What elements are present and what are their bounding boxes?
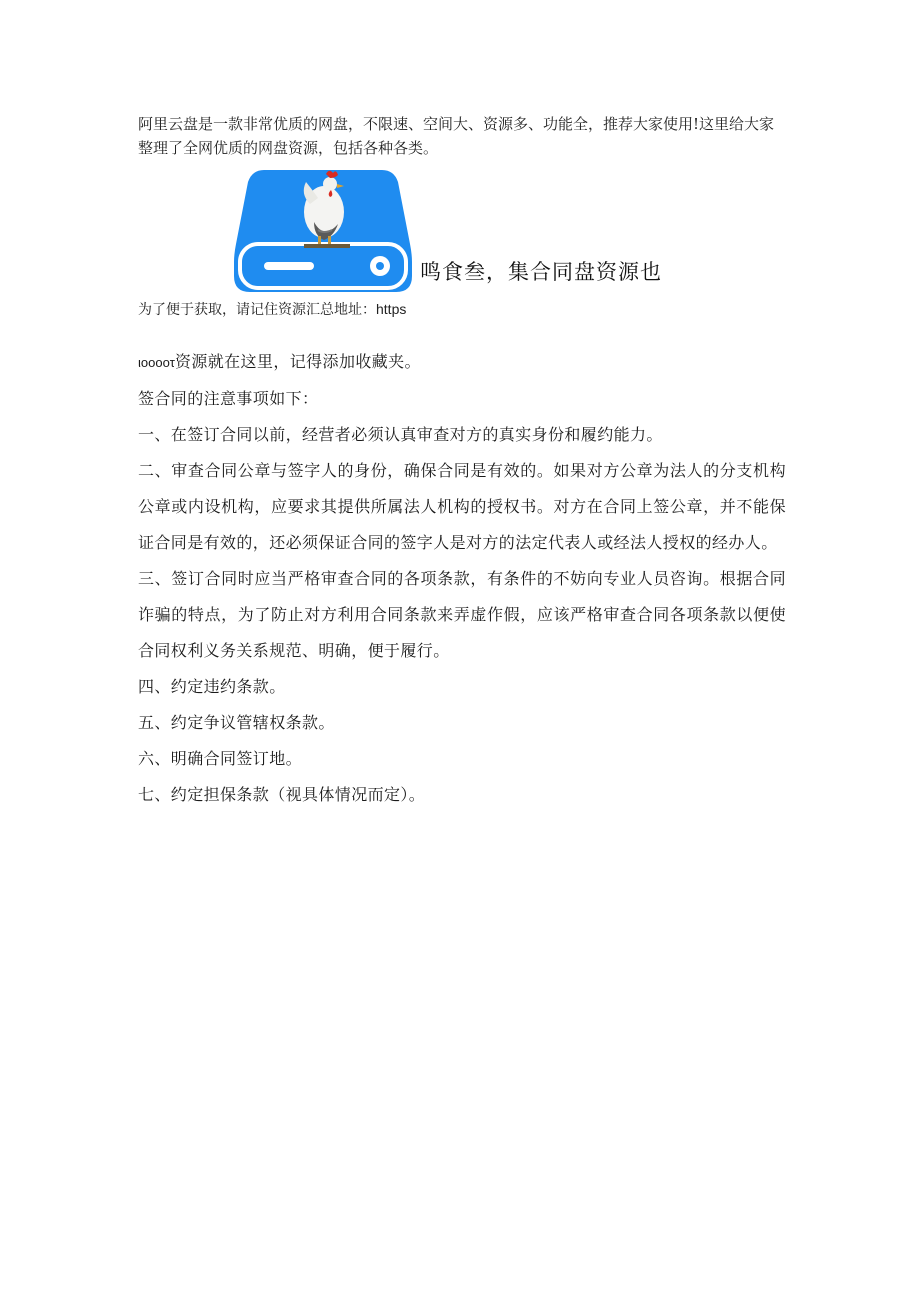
resource-line-text: 资源就在这里，记得添加收藏夹。: [174, 352, 421, 371]
note-item-7: 七、约定担保条款（视具体情况而定）。: [138, 785, 426, 804]
contract-notes: [138, 344, 786, 813]
note-item-1: 一、在签订合同以前，经营者必须认真审查对方的真实身份和履约能力。: [138, 425, 663, 444]
resource-url-line: [138, 298, 406, 321]
banner-slogan: 鸣食叁，集合同盘资源也: [420, 260, 662, 284]
url-prefix: 为了便于获取，请记住资源汇总地址：: [138, 302, 376, 318]
note-item-2: 二、审查合同公章与签字人的身份，确保合同是有效的。如果对方公章为法人的分支机构公章或内设机构，应要求其提供所属法人机构的授权书。对方在合同上签公章，并不能保证合同是有效的，还必须保证合同的签字人是对方的法定代表人或经法人授权的经办人。: [138, 461, 786, 552]
note-item-6: 六、明确合同签订地。: [138, 749, 303, 768]
intro-paragraph: 阿里云盘是一款非常优质的网盘，不限速、空间大、资源多、功能全，推荐大家使用!这里给大家整理了全网优质的网盘资源，包括各种各类。: [138, 115, 775, 157]
resource-code: ιooooτ: [138, 355, 175, 370]
notes-heading: 签合同的注意事项如下：: [138, 389, 319, 408]
note-item-5: 五、约定争议管辖权条款。: [138, 713, 335, 732]
promo-banner: [234, 164, 694, 296]
note-item-4: 四、约定违约条款。: [138, 677, 286, 696]
resource-line: [138, 344, 786, 381]
cloud-drive-rooster-icon: [234, 164, 412, 294]
note-item-3: 三、签订合同时应当严格审查合同的各项条款，有条件的不妨向专业人员咨询。根据合同诈骗的特点，为了防止对方利用合同条款来弄虚作假，应该严格审查合同各项条款以便使合同权利义务关系规范、明确，便于履行。: [138, 569, 786, 660]
resource-url-link[interactable]: https: [376, 301, 407, 317]
